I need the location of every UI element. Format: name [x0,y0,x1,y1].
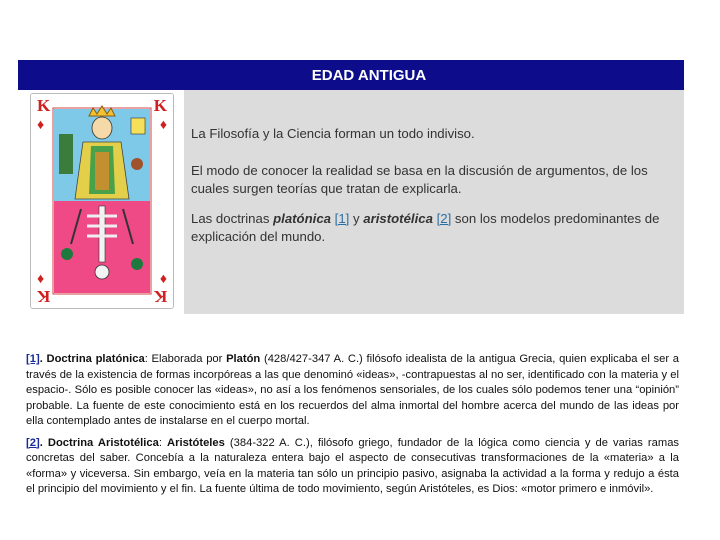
term-aristotelica: aristotélica [363,211,433,226]
corner-diamond-icon-top-left: ♦ [37,116,45,132]
footnote-2 [26,436,679,498]
footnote-1-label: . Doctrina platónica [39,353,145,365]
corner-diamond-icon-bottom-left: ♦ [37,270,45,286]
corner-letter-top-left: K [37,96,51,115]
footnote-ref-1[interactable]: [1] [26,353,40,365]
footnote-2-name: Aristóteles [167,436,225,449]
footnote-ref-2[interactable]: [2] [26,436,40,449]
term-platonica: platónica [273,211,331,226]
p3-text-b: y [349,211,364,226]
card-cell [18,90,184,314]
intro-paragraph-3 [191,210,679,246]
footnote-link-1[interactable]: [1] [334,211,350,226]
footnote-2-label: . Doctrina Aristotélica [39,436,159,449]
p3-text-a: Las doctrinas [191,211,274,226]
footnote-1-name: Platón [226,353,261,365]
footnote-2-text: (384-322 A. C.), filósofo griego, fundador de la lógica como ciencia y de varias ramas concretas del saber. Concebía a la naturaleza entera bajo el aspecto de consecutivas transformaciones de la «materia» a la «forma» y viceversa. Sin embargo, veía en la materia tan sólo un principio pasivo, asignaba la actividad a la forma y redujo a ésta el principio del movimiento y el fin. La fuente última de todo movimiento, según Aristóteles, es Dios: «motor primero e inmóvil». [26,436,680,495]
intro-paragraph-1: La Filosofía y la Ciencia forman un todo indiviso. [191,126,475,141]
footnote-1-text: (428/427-347 A. C.) filósofo idealista de la antigua Grecia, quien explicaba el ser a través de la existencia de formas incorpóreas a las que denominó «ideas», -contrapuestas al no ser, identificado con la materia y el espacio-. Sólo es posible conocer las «ideas», no así a los fenómenos sensoriales, de los cuales sólo podemos tener una “opinión” probable. La fuente de este conocimiento está en los recuerdos del alma inmortal del hombre acerca del mundo de las ideas por ella contemplado antes de instalarse en el cuerpo mortal. [26,353,680,427]
card-illustration [31,94,173,308]
section-title-bar [18,60,684,90]
corner-diamond-icon-top-right: ♦ [159,116,167,132]
footnote-link-2[interactable]: [2] [436,211,452,226]
king-of-diamonds-card-image [30,93,174,309]
corner-letter-bottom-left: K [37,287,51,306]
footnote-1 [26,352,679,430]
p3-text-c: son los modelos predominantes de explicación del mundo. [191,211,660,244]
intro-paragraph-2: El modo de conocer la realidad se basa en la discusión de argumentos, de los cuales surgen teorías que tratan de explicarla. [191,163,648,196]
intro-panel [184,90,684,314]
section-title: EDAD ANTIGUA [311,66,427,84]
content-row [18,90,684,314]
corner-letter-bottom-right: K [153,287,167,306]
footnote-2-colon: : [158,436,168,449]
footnotes [26,352,679,504]
footnote-1-colon: : Elaborada por [144,353,227,365]
corner-diamond-icon-bottom-right: ♦ [159,270,167,286]
corner-letter-top-right: K [153,96,167,115]
